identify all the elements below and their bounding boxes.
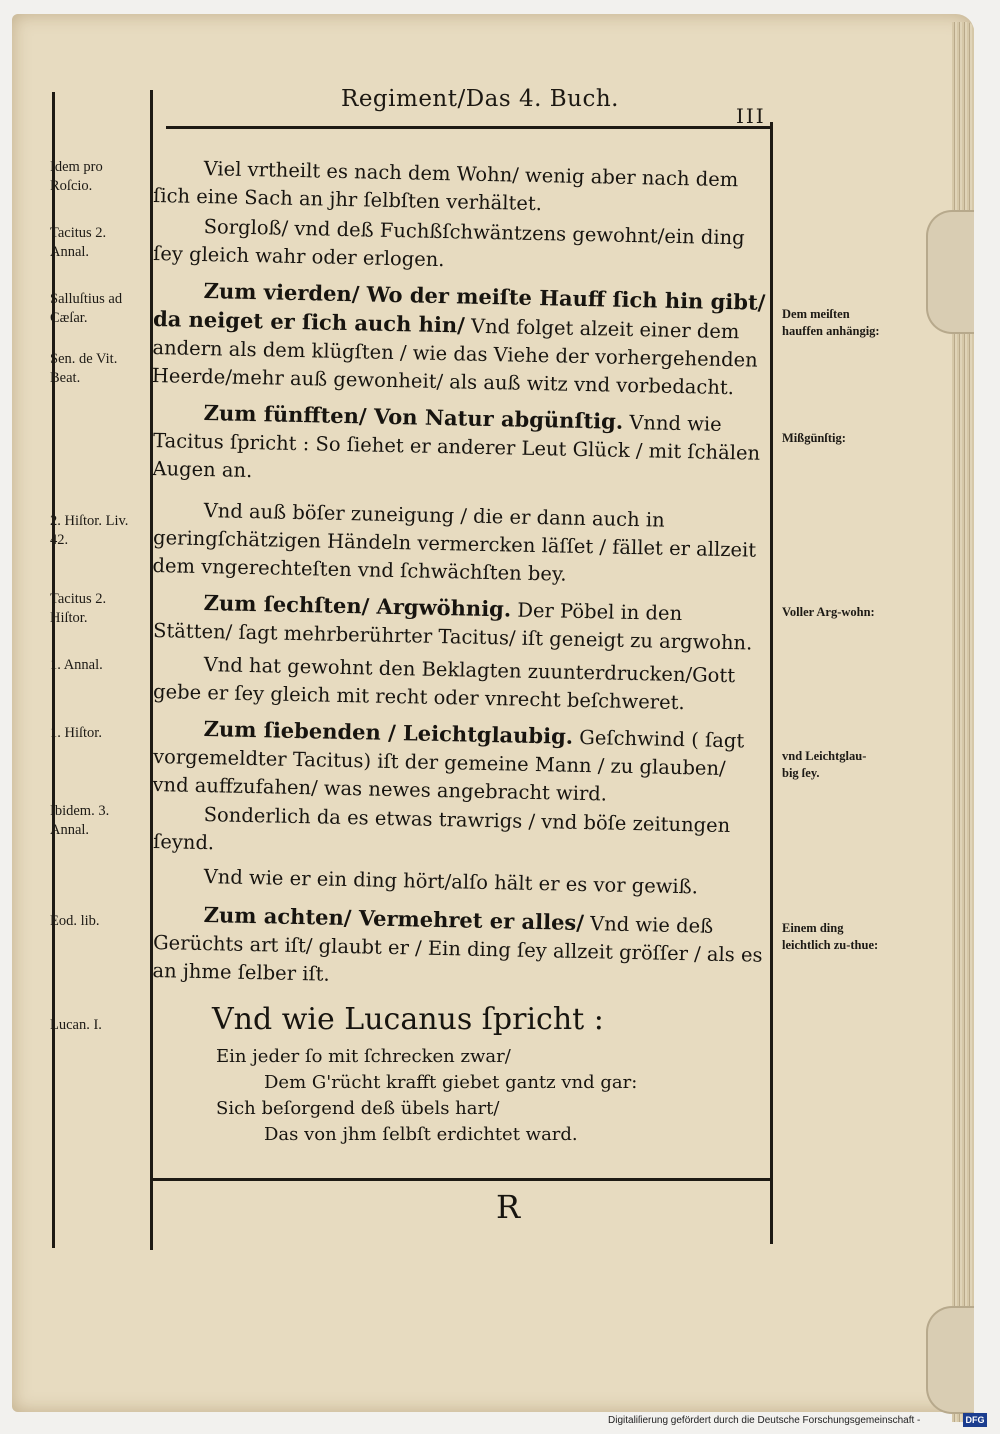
verse-line: Ein jeder ſo mit ſchrecken zwar/	[216, 1046, 511, 1067]
text-column-right-rule	[770, 122, 773, 1244]
left-note: Ibidem. 3. Annal.	[50, 803, 110, 838]
catchword: R	[496, 1188, 521, 1226]
footer-rule	[150, 1178, 770, 1181]
section-heading: Zum ſiebenden / Leichtglaubig.	[203, 716, 574, 749]
paragraph-text: Geſchwind ( ſagt vorgemeldter Tacitus) iſt der gemeine Mann / zu glauben/ vnd auffzufahen/ was newes angebracht wird.	[152, 725, 745, 806]
left-note: Lucan. I.	[50, 1017, 102, 1033]
left-note: Salluſtius ad Cæſar.	[50, 291, 123, 326]
page-tab-top	[926, 210, 974, 334]
paragraph-text: Vnd wie er ein ding hört/alſo hält er es vor gewiß.	[203, 865, 699, 899]
digitization-credit: Digitaliſierung gefördert durch die Deutsche Forschungsgemeinschaft -	[608, 1415, 921, 1426]
paragraph	[152, 496, 766, 593]
page-number: III	[736, 104, 766, 128]
paragraph-text: Sonderlich da es etwas trawrigs / vnd böſe zeitungen ſeynd.	[152, 803, 731, 855]
paragraph-text: Vnd auß böſer zuneigung / die er dann auch in geringſchätzigen Händeln vermercken läſſet / fället er allzeit dem vngerechteſten vnd ſchwächſten bey.	[152, 499, 757, 586]
left-note: Tacitus 2. Annal.	[50, 225, 107, 260]
paragraph	[152, 398, 766, 496]
paragraph-text: Vnd folget alzeit einer dem andern als dem klügſten / wie das Viehe der vorhergehenden Heerde/mehr auß gewonheit/ als auß witz vnd vorbedacht.	[151, 314, 759, 400]
paragraph-text: Vnnd wie Tacitus ſpricht : So ſiehet er anderer Leut Glück / mit ſchälen Augen an.	[152, 410, 761, 483]
left-note: Idem pro Roſcio.	[50, 159, 103, 194]
header-rule	[166, 126, 772, 129]
verse-intro: Vnd wie Lucanus ſpricht :	[212, 1002, 604, 1037]
section-heading: Zum ſechſten/ Argwöhnig.	[203, 590, 512, 622]
paragraph-text: Vnd wie deß Gerüchts art iſt/ glaubt er / Ein ding ſey allzeit gröſſer / als es an jhme ſelber iſt.	[152, 912, 763, 986]
right-note: Mißgünſtig:	[782, 431, 846, 445]
right-note: Einem ding leichtlich zu-thue:	[782, 921, 879, 952]
left-note: 2. Hiſtor. Liv. 42.	[50, 513, 129, 548]
dfg-logo: DFG	[963, 1413, 987, 1427]
paragraph	[152, 714, 766, 812]
section-heading: Zum achten/ Vermehret er alles/	[203, 902, 585, 936]
left-note: Tacitus 2. Hiſtor.	[50, 591, 107, 626]
left-note: Eod. lib.	[50, 913, 100, 929]
page-tab-bottom	[926, 1306, 974, 1414]
paragraph-text: Der Pöbel in den Stätten/ ſagt mehrberührter Tacitus/ iſt geneigt zu argwohn.	[152, 598, 753, 655]
left-note: Sen. de Vit. Beat.	[50, 351, 118, 386]
right-note: Dem meiſten hauffen anhängig:	[782, 307, 880, 338]
right-note: vnd Leichtglau-big ſey.	[782, 749, 867, 780]
left-note: 1. Hiſtor.	[50, 725, 102, 741]
verse-line: Sich beſorgend deß übels hart/	[216, 1098, 500, 1119]
paragraph	[152, 276, 766, 403]
right-note: Voller Arg-wohn:	[782, 605, 875, 619]
paragraph	[152, 900, 766, 998]
running-head: Regiment/Das 4. Buch.	[341, 86, 619, 112]
section-heading: Zum fünfften/ Von Natur abgünſtig.	[203, 400, 624, 434]
verse-line: Dem G'rücht krafft giebet gantz vnd gar:	[264, 1072, 638, 1093]
paragraph-text: Vnd hat gewohnt den Beklagten zuunterdrucken/Gott gebe er ſey gleich mit recht oder vnrecht beſchweret.	[152, 653, 736, 715]
paragraph-text: Sorgloß/ vnd deß Fuchßſchwäntzens gewohnt/ein ding ſey gleich wahr oder erlogen.	[152, 215, 745, 272]
verse-line: Das von jhm ſelbſt erdichtet ward.	[264, 1124, 578, 1145]
section-heading: Zum vierden/ Wo der meiſte Hauff ſich hin gibt/ da neiget er ſich auch hin/	[152, 278, 766, 338]
left-note: 1. Annal.	[50, 657, 103, 673]
paragraph-text: Viel vrtheilt es nach dem Wohn/ wenig aber nach dem ſich eine Sach an jhr ſelbſten verhältet.	[152, 157, 739, 216]
